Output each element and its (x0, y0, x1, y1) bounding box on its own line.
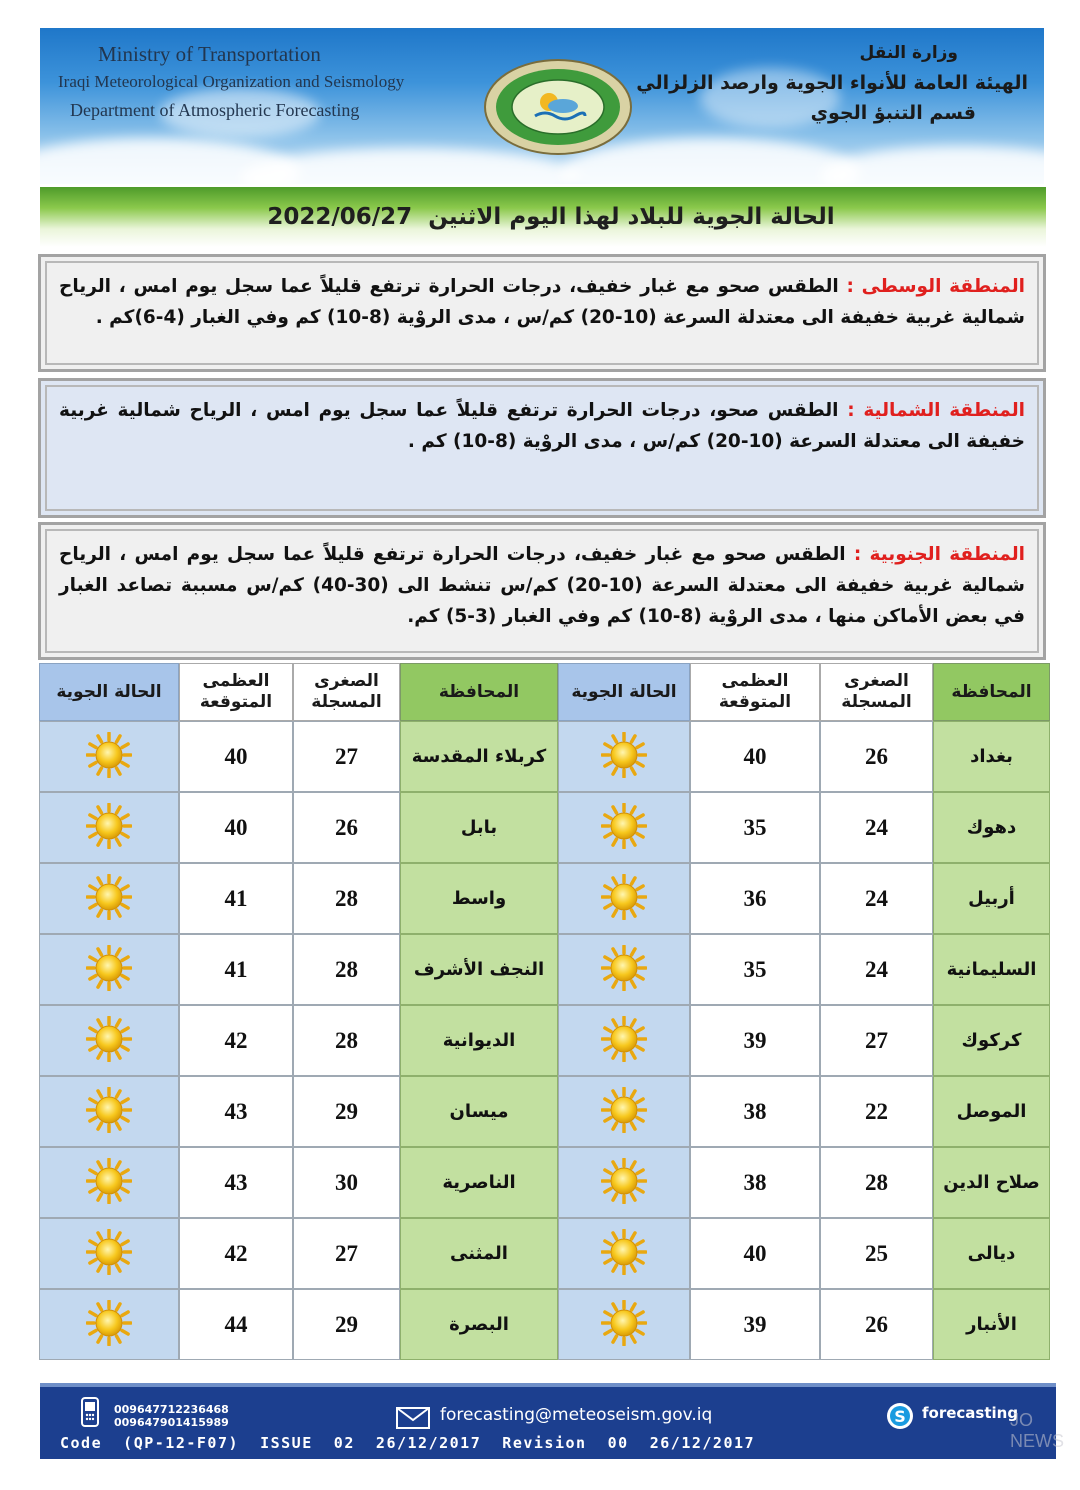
province-cell: المثنى (400, 1218, 558, 1289)
sun-icon (86, 732, 132, 782)
header-english-text (58, 40, 404, 124)
max-temp-cell: 42 (179, 1005, 293, 1076)
province-cell: الأنبار (933, 1289, 1050, 1360)
min-temp-cell: 30 (293, 1147, 400, 1218)
table-row (39, 1218, 1050, 1289)
sun-icon (86, 1087, 132, 1137)
skype-icon (885, 1401, 915, 1431)
min-temp-cell: 27 (293, 721, 400, 792)
province-cell: النجف الأشرف (400, 934, 558, 1005)
header-weather-left: الحالة الجوية (39, 663, 179, 721)
central-region-label: المنطقة الوسطى : (846, 276, 1025, 297)
min-temp-cell: 26 (820, 721, 933, 792)
header-arabic-text (636, 38, 1028, 128)
table-row (39, 792, 1050, 863)
watermark: JO NEWS (1010, 1410, 1064, 1451)
header-max-left: العظمى المتوقعة (179, 663, 293, 721)
province-cell: السليمانية (933, 934, 1050, 1005)
sun-icon (86, 945, 132, 995)
sun-icon (86, 874, 132, 924)
sun-icon (86, 1016, 132, 1066)
header-min-left: الصغرى المسجلة (293, 663, 400, 721)
max-temp-cell: 43 (179, 1076, 293, 1147)
table-row (39, 863, 1050, 934)
sun-icon (601, 1300, 647, 1350)
province-cell: البصرة (400, 1289, 558, 1360)
central-region-text: الطقس صحو مع غبار خفيف، درجات الحرارة ترتفع قليلاً عما سجل يوم امس ، الرياح شمالية غربية خفيفة الى معتدلة السرعة (10-20) كم/س ، مدى الروْية (8-10) كم وفي الغبار (4-6)كم . (59, 276, 1025, 328)
max-temp-cell: 41 (179, 934, 293, 1005)
south-region-label: المنطقة الجنوبية : (853, 544, 1025, 565)
weather-cell (558, 721, 690, 792)
province-cell: الديوانية (400, 1005, 558, 1076)
weather-cell (558, 1218, 690, 1289)
max-temp-cell: 39 (690, 1289, 820, 1360)
max-temp-cell: 40 (690, 1218, 820, 1289)
min-temp-cell: 24 (820, 934, 933, 1005)
sun-icon (601, 945, 647, 995)
south-region-text: الطقس صحو مع غبار خفيف، درجات الحرارة ترتفع قليلاً عما سجل يوم امس ، الرياح شمالية غربية خفيفة الى معتدلة السرعة (10-20) كم/س تنشط الى (30-40) كم/س مسببة تصاعد الغبار في بعض الأماكن منها ، مدى الروْية (8-10) كم وفي الغبار (3-5) كم. (59, 544, 1025, 627)
organization-name-en: Iraqi Meteorological Organization and Seismology (58, 72, 405, 91)
ministry-name-en: Ministry of Transportation (98, 42, 321, 66)
header-weather-right: الحالة الجوية (558, 663, 690, 721)
weather-cell (39, 863, 179, 934)
min-temp-cell: 25 (820, 1218, 933, 1289)
province-cell: دهوك (933, 792, 1050, 863)
sun-icon (601, 1158, 647, 1208)
province-cell: ميسان (400, 1076, 558, 1147)
skype-handle[interactable]: forecasting (922, 1404, 1019, 1422)
north-region-label: المنطقة الشمالية : (847, 400, 1025, 421)
south-region-box (38, 522, 1046, 660)
min-temp-cell: 24 (820, 863, 933, 934)
north-region-box (38, 378, 1046, 518)
header-province-left: المحافظة (400, 663, 558, 721)
province-cell: واسط (400, 863, 558, 934)
max-temp-cell: 40 (179, 792, 293, 863)
weather-cell (558, 1005, 690, 1076)
sun-icon (601, 1229, 647, 1279)
min-temp-cell: 26 (293, 792, 400, 863)
sun-icon (86, 803, 132, 853)
min-temp-cell: 29 (293, 1076, 400, 1147)
province-cell: كركوك (933, 1005, 1050, 1076)
weather-cell (39, 1147, 179, 1218)
min-temp-cell: 28 (293, 863, 400, 934)
table-row (39, 721, 1050, 792)
email-icon (396, 1407, 430, 1429)
max-temp-cell: 35 (690, 934, 820, 1005)
table-row (39, 1005, 1050, 1076)
min-temp-cell: 28 (820, 1147, 933, 1218)
min-temp-cell: 28 (293, 934, 400, 1005)
weather-cell (558, 1076, 690, 1147)
sun-icon (86, 1158, 132, 1208)
max-temp-cell: 43 (179, 1147, 293, 1218)
department-name-ar: قسم التنبؤ الجوي (810, 102, 976, 124)
weather-cell (558, 1289, 690, 1360)
sun-icon (601, 803, 647, 853)
weather-cell (39, 1076, 179, 1147)
weather-cell (558, 934, 690, 1005)
province-cell: الناصرية (400, 1147, 558, 1218)
min-temp-cell: 26 (820, 1289, 933, 1360)
phone-numbers (114, 1403, 229, 1429)
title-bar (40, 187, 1046, 247)
weather-cell (39, 934, 179, 1005)
organization-name-ar: الهيئة العامة للأنواء الجوية وارصد الزلزالي (636, 72, 1028, 94)
header-province-right: المحافظة (933, 663, 1050, 721)
province-cell: صلاح الدين (933, 1147, 1050, 1218)
department-name-en: Department of Atmospheric Forecasting (70, 100, 360, 120)
max-temp-cell: 40 (179, 721, 293, 792)
max-temp-cell: 38 (690, 1076, 820, 1147)
max-temp-cell: 44 (179, 1289, 293, 1360)
table-row (39, 934, 1050, 1005)
footer-bar (40, 1383, 1056, 1459)
max-temp-cell: 42 (179, 1218, 293, 1289)
weather-cell (558, 863, 690, 934)
title-date: 2022/06/27 (267, 204, 413, 230)
weather-cell (39, 721, 179, 792)
province-cell: ديالى (933, 1218, 1050, 1289)
max-temp-cell: 40 (690, 721, 820, 792)
sun-icon (86, 1300, 132, 1350)
header-max-right: العظمى المتوقعة (690, 663, 820, 721)
header-min-right: الصغرى المسجلة (820, 663, 933, 721)
page-title (251, 204, 834, 230)
organization-logo-icon (483, 58, 633, 156)
sun-icon (86, 1229, 132, 1279)
province-cell: كربلاء المقدسة (400, 721, 558, 792)
min-temp-cell: 29 (293, 1289, 400, 1360)
table-header-row (39, 663, 1050, 721)
province-cell: بابل (400, 792, 558, 863)
title-text: الحالة الجوية للبلاد لهذا اليوم الاثنين (428, 204, 835, 230)
phone-icon (80, 1397, 100, 1427)
north-region-text: الطقس صحو، درجات الحرارة ترتفع قليلاً عما سجل يوم امس ، الرياح شمالية غربية خفيفة الى معتدلة السرعة (10-20) كم/س ، مدى الروْية (8-10) كم . (59, 400, 1025, 452)
max-temp-cell: 39 (690, 1005, 820, 1076)
sun-icon (601, 732, 647, 782)
province-cell: أربيل (933, 863, 1050, 934)
sun-icon (601, 1087, 647, 1137)
header-banner (40, 28, 1044, 184)
table-row (39, 1147, 1050, 1218)
table-row (39, 1076, 1050, 1147)
weather-cell (39, 1218, 179, 1289)
max-temp-cell: 35 (690, 792, 820, 863)
phone-number-2[interactable]: 009647901415989 (114, 1416, 229, 1429)
max-temp-cell: 41 (179, 863, 293, 934)
min-temp-cell: 22 (820, 1076, 933, 1147)
province-cell: بغداد (933, 721, 1050, 792)
forecast-table (39, 663, 1050, 1365)
central-region-box (38, 254, 1046, 372)
svg-text:S: S (894, 1407, 906, 1426)
sun-icon (601, 874, 647, 924)
phone-number-1[interactable]: 009647712236468 (114, 1403, 229, 1416)
weather-cell (558, 792, 690, 863)
weather-cell (39, 1005, 179, 1076)
min-temp-cell: 28 (293, 1005, 400, 1076)
province-cell: الموصل (933, 1076, 1050, 1147)
max-temp-cell: 38 (690, 1147, 820, 1218)
weather-cell (39, 1289, 179, 1360)
min-temp-cell: 27 (293, 1218, 400, 1289)
document-code: Code (QP-12-F07) ISSUE 02 26/12/2017 Revision 00 26/12/2017 (60, 1434, 756, 1452)
table-row (39, 1289, 1050, 1360)
min-temp-cell: 24 (820, 792, 933, 863)
weather-cell (558, 1147, 690, 1218)
max-temp-cell: 36 (690, 863, 820, 934)
weather-cell (39, 792, 179, 863)
ministry-name-ar: وزارة النقل (859, 43, 958, 63)
email-link[interactable]: forecasting@meteoseism.gov.iq (440, 1405, 713, 1425)
min-temp-cell: 27 (820, 1005, 933, 1076)
sun-icon (601, 1016, 647, 1066)
